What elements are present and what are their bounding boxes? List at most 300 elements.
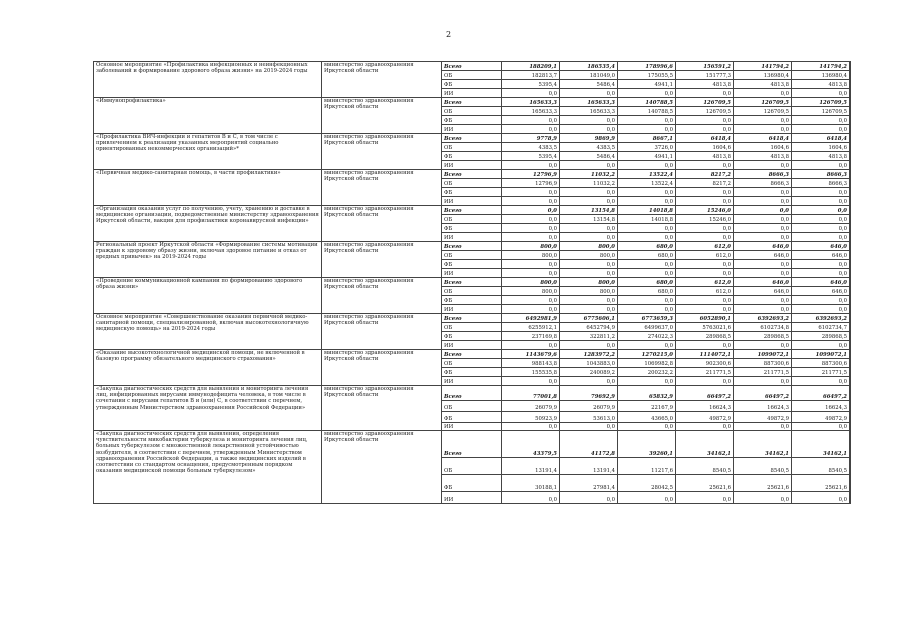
amount-cell: 65832,9 (618, 386, 676, 401)
amount-cell-extra (850, 134, 851, 143)
amount-cell: 612,0 (676, 242, 734, 251)
amount-cell: 9778,9 (502, 134, 560, 143)
amount-cell: 800,0 (502, 287, 560, 296)
amount-cell-extra (850, 341, 851, 350)
amount-cell: 680,0 (618, 287, 676, 296)
funding-source: ИИ (442, 125, 502, 134)
funding-source: ОБ (442, 179, 502, 188)
amount-cell: 0,0 (676, 116, 734, 125)
amount-cell-extra (850, 224, 851, 233)
amount-cell: 0,0 (676, 269, 734, 278)
amount-cell: 6499637,0 (618, 323, 676, 332)
funding-source: ФБ (442, 412, 502, 423)
executor: министерство здравоохранения Иркутской области (322, 134, 442, 170)
amount-cell: 0,0 (734, 423, 792, 431)
amount-cell: 77001,8 (502, 386, 560, 401)
amount-cell-extra (850, 251, 851, 260)
amount-cell: 988143,8 (502, 359, 560, 368)
funding-source: ИИ (442, 269, 502, 278)
amount-cell: 0,0 (502, 377, 560, 386)
funding-source: ИИ (442, 305, 502, 314)
amount-cell: 165633,3 (560, 107, 618, 116)
amount-cell: 0,0 (734, 215, 792, 224)
table-row (94, 278, 851, 287)
amount-cell: 0,0 (618, 492, 676, 504)
funding-source: Всего (442, 278, 502, 287)
amount-cell: 8540,5 (676, 458, 734, 475)
amount-cell-extra (850, 296, 851, 305)
amount-cell: 646,0 (734, 242, 792, 251)
amount-cell-extra (850, 350, 851, 359)
amount-cell: 1099072,1 (792, 350, 850, 359)
amount-cell-extra (850, 377, 851, 386)
amount-cell: 0,0 (502, 161, 560, 170)
amount-cell: 0,0 (676, 188, 734, 197)
activity-name: «Организация оказания услуг по получению, учету, хранению и доставке в медицинские организации, подведомственные министерству здравоохранения Иркутской области, вакцин для профилактики коронавирусной инфекции» (94, 206, 322, 242)
activity-name: «Оказание высокотехнологичной медицинской помощи, не включенной в базовую программу обязательного медицинского страхования» (94, 350, 322, 386)
amount-cell: 25621,6 (676, 475, 734, 492)
funding-source: Всего (442, 350, 502, 359)
activity-name: «Профилактика ВИЧ-инфекции и гепатитов В и С, в том числе с привлечением к реализации указанных мероприятий социально ориентированных некоммерческих организаций»* (94, 134, 322, 170)
amount-cell: 0,0 (618, 233, 676, 242)
funding-source: ИИ (442, 492, 502, 504)
amount-cell: 6418,4 (676, 134, 734, 143)
amount-cell: 0,0 (618, 377, 676, 386)
amount-cell-extra (850, 458, 851, 475)
funding-source: ФБ (442, 152, 502, 161)
amount-cell: 289868,5 (734, 332, 792, 341)
amount-cell: 612,0 (676, 278, 734, 287)
amount-cell: 0,0 (734, 341, 792, 350)
amount-cell: 3726,0 (618, 143, 676, 152)
funding-source: ОБ (442, 458, 502, 475)
funding-source: Всего (442, 242, 502, 251)
amount-cell: 0,0 (792, 206, 850, 215)
amount-cell: 11217,6 (618, 458, 676, 475)
amount-cell: 612,0 (676, 251, 734, 260)
amount-cell: 188209,1 (502, 62, 560, 71)
amount-cell-extra (850, 431, 851, 458)
amount-cell: 141794,2 (792, 62, 850, 71)
amount-cell: 34162,1 (734, 431, 792, 458)
budget-table (93, 61, 851, 504)
amount-cell: 0,0 (676, 377, 734, 386)
amount-cell: 5763021,6 (676, 323, 734, 332)
amount-cell-extra (850, 71, 851, 80)
amount-cell: 800,0 (502, 278, 560, 287)
amount-cell: 0,0 (792, 197, 850, 206)
amount-cell: 14018,8 (618, 206, 676, 215)
amount-cell: 151777,3 (676, 71, 734, 80)
amount-cell: 126709,5 (734, 107, 792, 116)
amount-cell: 0,0 (502, 125, 560, 134)
amount-cell: 8217,2 (676, 179, 734, 188)
funding-source: ИИ (442, 377, 502, 386)
funding-source: ОБ (442, 215, 502, 224)
amount-cell: 43379,5 (502, 431, 560, 458)
amount-cell: 8217,2 (676, 170, 734, 179)
amount-cell: 25621,6 (734, 475, 792, 492)
amount-cell: 0,0 (502, 116, 560, 125)
funding-source: ИИ (442, 197, 502, 206)
amount-cell: 0,0 (734, 296, 792, 305)
amount-cell: 6452794,9 (560, 323, 618, 332)
executor: министерство здравоохранения Иркутской области (322, 350, 442, 386)
amount-cell: 140788,5 (618, 107, 676, 116)
amount-cell: 0,0 (502, 260, 560, 269)
activity-name: «Проведение коммуникационной кампании по формированию здорового образа жизни» (94, 278, 322, 314)
amount-cell: 0,0 (792, 161, 850, 170)
amount-cell: 16624,3 (676, 401, 734, 412)
amount-cell: 800,0 (502, 242, 560, 251)
amount-cell: 0,0 (676, 296, 734, 305)
amount-cell: 0,0 (560, 492, 618, 504)
executor: министерство здравоохранения Иркутской области (322, 386, 442, 431)
amount-cell: 4941,1 (618, 152, 676, 161)
amount-cell: 8666,3 (734, 170, 792, 179)
amount-cell: 6255912,1 (502, 323, 560, 332)
amount-cell: 6102734,8 (734, 323, 792, 332)
amount-cell: 1604,6 (792, 143, 850, 152)
amount-cell: 6775606,1 (560, 314, 618, 323)
amount-cell-extra (850, 107, 851, 116)
amount-cell: 1099072,1 (734, 350, 792, 359)
amount-cell: 211771,5 (792, 368, 850, 377)
amount-cell-extra (850, 80, 851, 89)
table-row (94, 170, 851, 179)
amount-cell: 136980,4 (792, 71, 850, 80)
amount-cell: 0,0 (502, 423, 560, 431)
amount-cell-extra (850, 386, 851, 401)
amount-cell: 1270215,0 (618, 350, 676, 359)
amount-cell: 289868,5 (676, 332, 734, 341)
amount-cell: 1604,6 (676, 143, 734, 152)
amount-cell: 165633,3 (502, 107, 560, 116)
amount-cell: 0,0 (676, 197, 734, 206)
funding-source: ОБ (442, 401, 502, 412)
amount-cell: 0,0 (734, 224, 792, 233)
amount-cell: 5486,4 (560, 80, 618, 89)
amount-cell: 4383,5 (560, 143, 618, 152)
amount-cell: 6418,4 (792, 134, 850, 143)
amount-cell: 0,0 (618, 224, 676, 233)
amount-cell: 0,0 (792, 224, 850, 233)
activity-name: Региональный проект Иркутской области «Формирование системы мотивации граждан к здоровому образу жизни, включая здоровое питание и отказ от вредных привычек» на 2019-2024 годы (94, 242, 322, 278)
funding-source: ОБ (442, 323, 502, 332)
amount-cell: 902300,6 (676, 359, 734, 368)
amount-cell-extra (850, 287, 851, 296)
amount-cell: 13154,8 (560, 206, 618, 215)
amount-cell: 13522,4 (618, 179, 676, 188)
amount-cell: 646,0 (792, 242, 850, 251)
amount-cell: 126709,5 (792, 98, 850, 107)
amount-cell: 646,0 (734, 278, 792, 287)
amount-cell: 646,0 (792, 287, 850, 296)
page-number: 2 (446, 30, 452, 39)
amount-cell: 8666,3 (792, 179, 850, 188)
amount-cell: 0,0 (734, 197, 792, 206)
amount-cell-extra (850, 179, 851, 188)
amount-cell: 12796,9 (502, 170, 560, 179)
amount-cell: 0,0 (618, 260, 676, 269)
table-row (94, 386, 851, 401)
amount-cell: 1043883,0 (560, 359, 618, 368)
amount-cell: 0,0 (502, 224, 560, 233)
activity-name: Основное мероприятие «Профилактика инфекционных и неинфекционных заболеваний и формирование здорового образа жизни» на 2019-2024 годы (94, 62, 322, 98)
amount-cell: 6418,4 (734, 134, 792, 143)
amount-cell: 0,0 (502, 269, 560, 278)
executor: министерство здравоохранения Иркутской области (322, 278, 442, 314)
table-row (94, 314, 851, 323)
amount-cell-extra (850, 125, 851, 134)
funding-source: ФБ (442, 116, 502, 125)
amount-cell-extra (850, 98, 851, 107)
amount-cell: 34162,1 (792, 431, 850, 458)
amount-cell: 0,0 (618, 423, 676, 431)
amount-cell: 0,0 (792, 269, 850, 278)
amount-cell: 6102734,7 (792, 323, 850, 332)
funding-source: Всего (442, 170, 502, 179)
amount-cell: 8667,1 (618, 134, 676, 143)
amount-cell: 11032,2 (560, 179, 618, 188)
amount-cell: 0,0 (676, 341, 734, 350)
amount-cell: 1143679,6 (502, 350, 560, 359)
amount-cell: 4813,8 (676, 152, 734, 161)
amount-cell: 66497,2 (792, 386, 850, 401)
amount-cell: 14018,8 (618, 215, 676, 224)
amount-cell: 34162,1 (676, 431, 734, 458)
amount-cell: 289868,5 (792, 332, 850, 341)
amount-cell: 0,0 (502, 233, 560, 242)
amount-cell: 646,0 (792, 251, 850, 260)
table-row (94, 62, 851, 71)
amount-cell: 1069982,8 (618, 359, 676, 368)
amount-cell: 0,0 (560, 161, 618, 170)
amount-cell: 0,0 (792, 341, 850, 350)
amount-cell-extra (850, 401, 851, 412)
amount-cell: 0,0 (502, 341, 560, 350)
amount-cell: 8540,5 (734, 458, 792, 475)
amount-cell: 0,0 (560, 125, 618, 134)
activity-name: «Первичная медико-санитарная помощь, в части профилактики» (94, 170, 322, 206)
amount-cell-extra (850, 233, 851, 242)
amount-cell: 800,0 (560, 278, 618, 287)
amount-cell: 49872,9 (676, 412, 734, 423)
funding-source: ОБ (442, 107, 502, 116)
amount-cell: 27981,4 (560, 475, 618, 492)
amount-cell: 8666,3 (734, 179, 792, 188)
amount-cell-extra (850, 412, 851, 423)
amount-cell: 175055,5 (618, 71, 676, 80)
amount-cell: 0,0 (792, 296, 850, 305)
amount-cell: 0,0 (734, 260, 792, 269)
amount-cell: 0,0 (560, 233, 618, 242)
amount-cell: 646,0 (734, 287, 792, 296)
amount-cell: 13191,4 (502, 458, 560, 475)
amount-cell: 0,0 (560, 188, 618, 197)
amount-cell-extra (850, 143, 851, 152)
amount-cell: 0,0 (792, 423, 850, 431)
funding-source: ФБ (442, 188, 502, 197)
table-row (94, 206, 851, 215)
amount-cell: 16624,3 (734, 401, 792, 412)
amount-cell: 178996,6 (618, 62, 676, 71)
amount-cell-extra (850, 423, 851, 431)
amount-cell: 43665,0 (618, 412, 676, 423)
amount-cell: 155535,8 (502, 368, 560, 377)
amount-cell: 0,0 (618, 305, 676, 314)
amount-cell: 0,0 (560, 260, 618, 269)
funding-source: Всего (442, 431, 502, 458)
amount-cell: 0,0 (734, 233, 792, 242)
table-row (94, 98, 851, 107)
executor: министерство здравоохранения Иркутской области (322, 242, 442, 278)
amount-cell: 0,0 (560, 423, 618, 431)
amount-cell: 237169,8 (502, 332, 560, 341)
funding-source: ОБ (442, 251, 502, 260)
funding-source: ОБ (442, 359, 502, 368)
amount-cell: 0,0 (676, 305, 734, 314)
funding-source: ФБ (442, 224, 502, 233)
amount-cell: 0,0 (676, 260, 734, 269)
amount-cell: 5395,4 (502, 80, 560, 89)
amount-cell: 0,0 (560, 224, 618, 233)
amount-cell: 0,0 (560, 116, 618, 125)
amount-cell: 0,0 (618, 197, 676, 206)
funding-source: Всего (442, 206, 502, 215)
amount-cell: 0,0 (734, 89, 792, 98)
amount-cell: 49872,9 (734, 412, 792, 423)
executor: министерство здравоохранения Иркутской области (322, 206, 442, 242)
amount-cell: 16624,3 (792, 401, 850, 412)
amount-cell: 41172,8 (560, 431, 618, 458)
activity-name: «Закупка диагностических средств для выявления и мониторинга лечения лиц, инфицированных вирусами иммунодефицита человека, в том числе в сочетании с вирусами гепатитов В и (или) С, в соответствии с перечнем, утвержденным Министерством здравоохранения Российской Федерации» (94, 386, 322, 431)
amount-cell: 186535,4 (560, 62, 618, 71)
amount-cell: 0,0 (618, 125, 676, 134)
amount-cell: 4813,8 (792, 80, 850, 89)
funding-source: ИИ (442, 423, 502, 431)
amount-cell: 6392693,2 (792, 314, 850, 323)
funding-source: Всего (442, 62, 502, 71)
amount-cell: 0,0 (676, 233, 734, 242)
amount-cell: 126709,5 (676, 98, 734, 107)
funding-source: Всего (442, 98, 502, 107)
amount-cell: 0,0 (560, 341, 618, 350)
amount-cell-extra (850, 269, 851, 278)
funding-source: ФБ (442, 368, 502, 377)
amount-cell: 5395,4 (502, 152, 560, 161)
amount-cell-extra (850, 116, 851, 125)
amount-cell: 126709,5 (676, 107, 734, 116)
amount-cell: 0,0 (676, 161, 734, 170)
amount-cell: 0,0 (792, 89, 850, 98)
amount-cell: 6052890,1 (676, 314, 734, 323)
amount-cell: 0,0 (618, 341, 676, 350)
amount-cell-extra (850, 188, 851, 197)
amount-cell: 1283972,2 (560, 350, 618, 359)
amount-cell: 126709,5 (792, 107, 850, 116)
amount-cell-extra (850, 260, 851, 269)
amount-cell: 0,0 (560, 296, 618, 305)
amount-cell-extra (850, 359, 851, 368)
amount-cell-extra (850, 89, 851, 98)
amount-cell: 211771,5 (676, 368, 734, 377)
amount-cell: 240089,2 (560, 368, 618, 377)
amount-cell: 13191,4 (560, 458, 618, 475)
amount-cell-extra (850, 492, 851, 504)
amount-cell: 0,0 (734, 377, 792, 386)
funding-source: ИИ (442, 89, 502, 98)
amount-cell: 79692,9 (560, 386, 618, 401)
amount-cell-extra (850, 332, 851, 341)
amount-cell: 0,0 (676, 224, 734, 233)
amount-cell-extra (850, 152, 851, 161)
amount-cell: 0,0 (734, 492, 792, 504)
amount-cell: 165633,3 (560, 98, 618, 107)
amount-cell: 0,0 (792, 215, 850, 224)
funding-source: Всего (442, 314, 502, 323)
amount-cell-extra (850, 323, 851, 332)
amount-cell: 0,0 (502, 305, 560, 314)
amount-cell: 0,0 (560, 377, 618, 386)
amount-cell: 13522,4 (618, 170, 676, 179)
amount-cell: 50923,9 (502, 412, 560, 423)
amount-cell: 0,0 (502, 492, 560, 504)
amount-cell: 25621,6 (792, 475, 850, 492)
amount-cell: 0,0 (560, 269, 618, 278)
executor: министерство здравоохранения Иркутской области (322, 62, 442, 98)
amount-cell: 1114072,1 (676, 350, 734, 359)
amount-cell: 30188,1 (502, 475, 560, 492)
amount-cell: 0,0 (676, 125, 734, 134)
amount-cell: 0,0 (734, 269, 792, 278)
amount-cell: 680,0 (618, 278, 676, 287)
executor: министерство здравоохранения Иркутской области (322, 170, 442, 206)
amount-cell: 0,0 (676, 89, 734, 98)
activity-name: «Иммунопрофилактика» (94, 98, 322, 134)
amount-cell: 0,0 (676, 492, 734, 504)
amount-cell: 322811,2 (560, 332, 618, 341)
amount-cell: 4383,5 (502, 143, 560, 152)
amount-cell: 4813,8 (676, 80, 734, 89)
table-row (94, 431, 851, 458)
funding-source: ФБ (442, 260, 502, 269)
table-row (94, 242, 851, 251)
amount-cell: 8666,3 (792, 170, 850, 179)
amount-cell: 26079,9 (560, 401, 618, 412)
activity-name: Основное мероприятие «Совершенствование оказания первичной медико-санитарной помощи, специализированной, включая высокотехнологичную медицинскую помощь» на 2019-2024 годы (94, 314, 322, 350)
funding-source: ФБ (442, 80, 502, 89)
amount-cell: 6492981,9 (502, 314, 560, 323)
amount-cell: 156591,2 (676, 62, 734, 71)
amount-cell: 0,0 (792, 260, 850, 269)
amount-cell: 0,0 (618, 269, 676, 278)
amount-cell: 0,0 (792, 377, 850, 386)
amount-cell-extra (850, 170, 851, 179)
amount-cell: 0,0 (618, 296, 676, 305)
amount-cell-extra (850, 305, 851, 314)
amount-cell: 0,0 (502, 188, 560, 197)
amount-cell: 800,0 (502, 251, 560, 260)
amount-cell-extra (850, 314, 851, 323)
amount-cell: 53613,0 (560, 412, 618, 423)
amount-cell: 182813,7 (502, 71, 560, 80)
amount-cell: 8540,5 (792, 458, 850, 475)
amount-cell: 1604,6 (734, 143, 792, 152)
amount-cell: 0,0 (792, 305, 850, 314)
amount-cell: 66497,2 (734, 386, 792, 401)
amount-cell: 0,0 (560, 89, 618, 98)
